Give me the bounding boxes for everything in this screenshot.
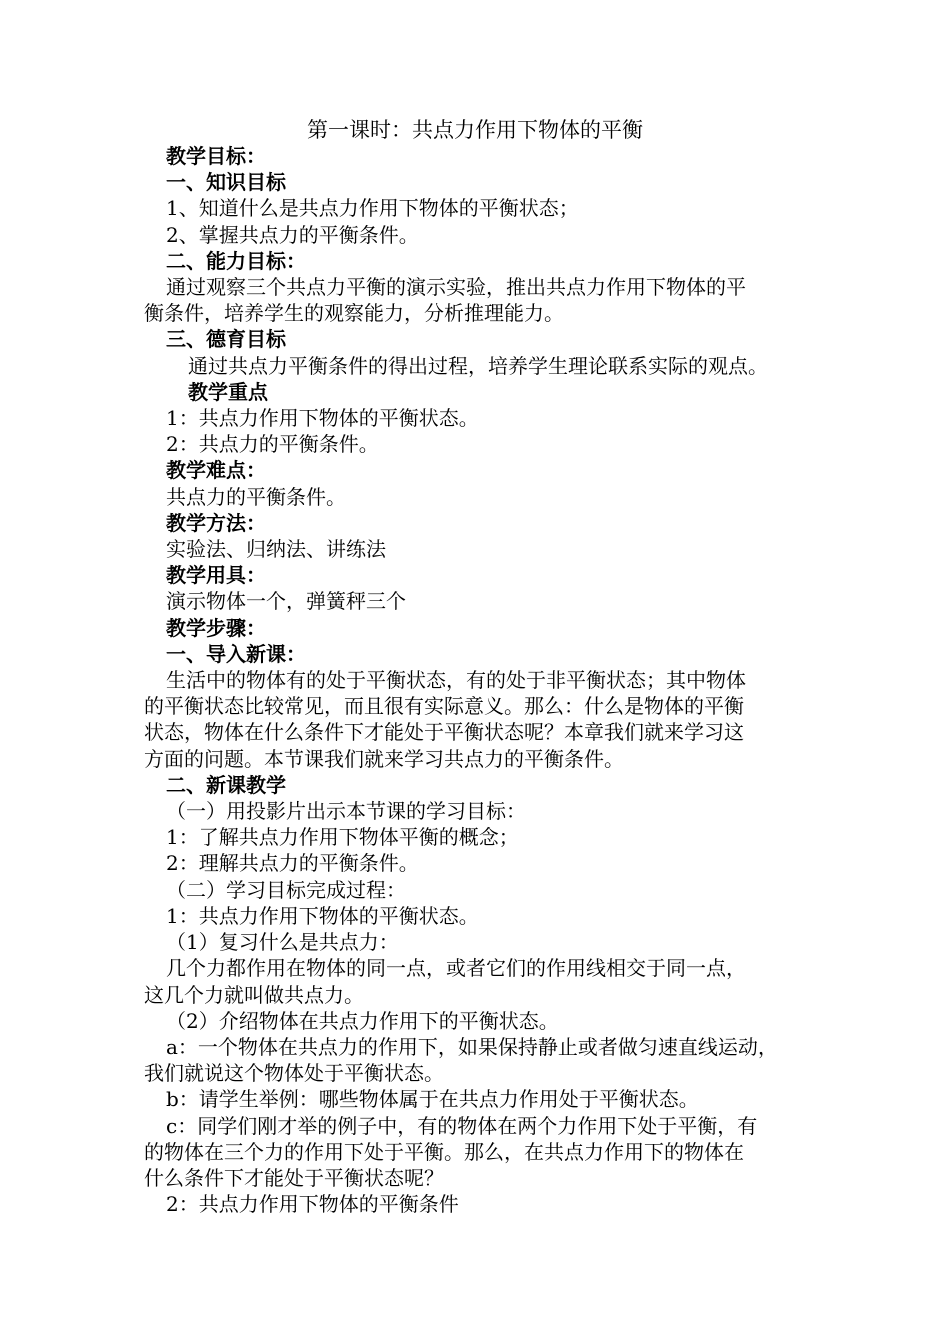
document-title: 第一课时：共点力作用下物体的平衡 (307, 118, 643, 142)
text-line: 生活中的物体有的处于平衡状态，有的处于非平衡状态；其中物体 (166, 668, 746, 693)
text-line: 什么条件下才能处于平衡状态呢？ (144, 1165, 444, 1190)
text-line: 几个力都作用在物体的同一点，或者它们的作用线相交于同一点， (166, 956, 746, 981)
text-line: 2：共点力的平衡条件。 (166, 432, 379, 457)
section-heading: 教学用具： (166, 563, 266, 588)
text-line: 通过观察三个共点力平衡的演示实验，推出共点力作用下物体的平 (166, 275, 746, 300)
document-body (144, 143, 816, 1217)
section-heading: 一、导入新课： (166, 641, 306, 666)
text-line: 1：共点力作用下物体的平衡状态。 (166, 406, 479, 431)
text-line: 的平衡状态比较常见，而且很有实际意义。那么：什么是物体的平衡 (144, 694, 744, 719)
text-line: （2）介绍物体在共点力作用下的平衡状态。 (166, 1008, 559, 1033)
text-line: 通过共点力平衡条件的得出过程，培养学生理论联系实际的观点。 (188, 353, 768, 378)
text-line: 实验法、归纳法、讲练法 (166, 537, 386, 562)
section-heading: 一、知识目标 (166, 170, 286, 195)
section-heading: 二、能力目标： (166, 248, 306, 273)
section-heading: 教学目标： (166, 144, 266, 168)
text-line: 1：共点力作用下物体的平衡状态。 (166, 903, 479, 928)
section-heading: 教学方法： (166, 510, 266, 535)
text-line: 状态，物体在什么条件下才能处于平衡状态呢？本章我们就来学习这 (144, 720, 744, 745)
section-heading: 教学步骤： (166, 615, 266, 640)
text-line: 演示物体一个，弹簧秤三个 (166, 589, 406, 614)
text-line: 1：了解共点力作用下物体平衡的概念； (166, 825, 519, 850)
text-line: 1、知道什么是共点力作用下物体的平衡状态； (166, 196, 579, 221)
text-line: 衡条件，培养学生的观察能力，分析推理能力。 (144, 301, 564, 326)
section-heading: 教学重点 (188, 379, 268, 404)
text-line: a：一个物体在共点力的作用下，如果保持静止或者做匀速直线运动， (166, 1034, 778, 1059)
text-line: 我们就说这个物体处于平衡状态。 (144, 1061, 444, 1086)
text-line: b：请学生举例：哪些物体属于在共点力作用处于平衡状态。 (166, 1087, 699, 1112)
text-line: c：同学们刚才举的例子中，有的物体在两个力作用下处于平衡，有 (166, 1113, 758, 1138)
text-line: 共点力的平衡条件。 (166, 484, 346, 509)
section-heading: 教学难点： (166, 458, 266, 483)
section-heading: 二、新课教学 (166, 772, 286, 797)
text-line: 的物体在三个力的作用下处于平衡。那么，在共点力作用下的物体在 (144, 1139, 744, 1164)
text-line: （二）学习目标完成过程： (166, 877, 406, 902)
text-line: （一）用投影片出示本节课的学习目标： (166, 799, 526, 824)
text-line: 2：理解共点力的平衡条件。 (166, 851, 419, 876)
section-heading: 三、德育目标 (166, 327, 286, 352)
text-line: 2、掌握共点力的平衡条件。 (166, 222, 419, 247)
text-line: 这几个力就叫做共点力。 (144, 982, 364, 1007)
text-line: 2：共点力作用下物体的平衡条件 (166, 1192, 459, 1217)
text-line: （1）复习什么是共点力： (166, 930, 399, 955)
text-line: 方面的问题。本节课我们就来学习共点力的平衡条件。 (144, 746, 624, 771)
